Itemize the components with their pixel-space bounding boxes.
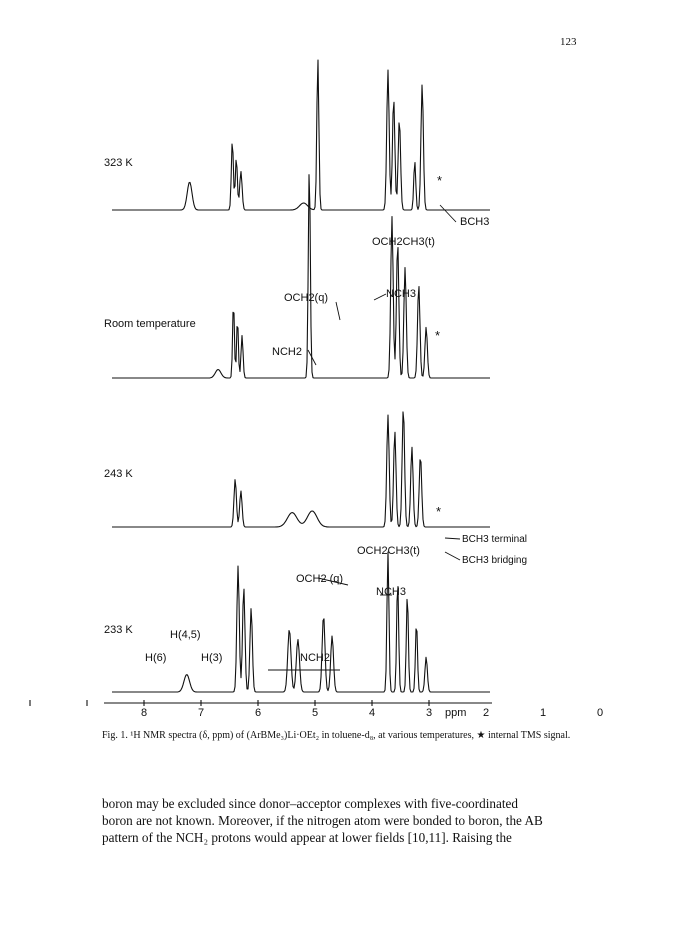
tms-star-rt: * xyxy=(435,328,441,343)
annotation-och2-q-233k: OCH2 (q) xyxy=(296,573,344,585)
annotation-leader-line xyxy=(440,205,456,222)
annotation-nch3: NCH3 xyxy=(386,288,416,300)
annotation-h3: H(3) xyxy=(201,652,223,664)
body-line: boron are not known. Moreover, if the nitrogen atom were bonded to boron, the AB xyxy=(102,813,543,828)
trace-label-233k: 233 K xyxy=(104,624,133,636)
axis-tick-label: 0 xyxy=(596,707,604,719)
annotation-nch2-233k: NCH2 xyxy=(300,652,330,664)
annotation-nch2: NCH2 xyxy=(272,346,302,358)
axis-tick-label: 6 xyxy=(254,707,262,719)
spectrum-trace-243 xyxy=(112,412,490,527)
spectrum-trace-323 xyxy=(112,60,490,210)
annotation-nch3-233k: NCH3 xyxy=(376,586,406,598)
axis-tick-label: 8 xyxy=(140,707,148,719)
annotation-bch3: BCH3 xyxy=(460,216,490,228)
body-line: boron may be excluded since donor–acceptor complexes with five-coordinated xyxy=(102,796,518,811)
tms-star-243k: * xyxy=(436,504,442,519)
annotation-leader-line xyxy=(374,294,386,300)
trace-label-room-temperature: Room temperature xyxy=(104,318,196,330)
page-number: 123 xyxy=(560,36,577,48)
trace-label-323k: 323 K xyxy=(104,157,133,169)
axis-tick-label: 4 xyxy=(368,707,376,719)
annotation-h6: H(6) xyxy=(145,652,167,664)
axis-tick-label: 2 xyxy=(482,707,490,719)
figure-caption: Fig. 1. ¹H NMR spectra (δ, ppm) of (ArBMe₃)Li·OEt₂ in toluene-d₈, at various temperatures, ★ internal TMS signal. xyxy=(102,730,571,741)
axis-tick-label: 3 xyxy=(425,707,433,719)
axis-tick-label: 5 xyxy=(311,707,319,719)
annotation-bch3-bridging: BCH3 bridging xyxy=(462,555,528,566)
annotation-leader-line xyxy=(445,538,460,539)
body-line: pattern of the NCH₂ protons would appear at lower fields [10,11]. Raising the xyxy=(102,830,512,845)
annotation-och2ch3-t-233k: OCH2CH3(t) xyxy=(357,545,420,557)
trace-label-243k: 243 K xyxy=(104,468,133,480)
annotation-leader-line xyxy=(445,552,460,560)
annotation-leader-line xyxy=(336,302,340,320)
annotation-h45: H(4,5) xyxy=(170,629,201,641)
axis-unit-label: ppm xyxy=(445,707,467,719)
annotation-bch3-terminal: BCH3 terminal xyxy=(462,534,528,545)
annotation-och2ch3-t: OCH2CH3(t) xyxy=(372,236,435,248)
annotation-och2-q: OCH2(q) xyxy=(284,292,329,304)
axis-tick-label: 1 xyxy=(539,707,547,719)
tms-star-323k: * xyxy=(437,173,443,188)
axis-tick-label: 7 xyxy=(197,707,205,719)
body-text xyxy=(102,795,592,846)
